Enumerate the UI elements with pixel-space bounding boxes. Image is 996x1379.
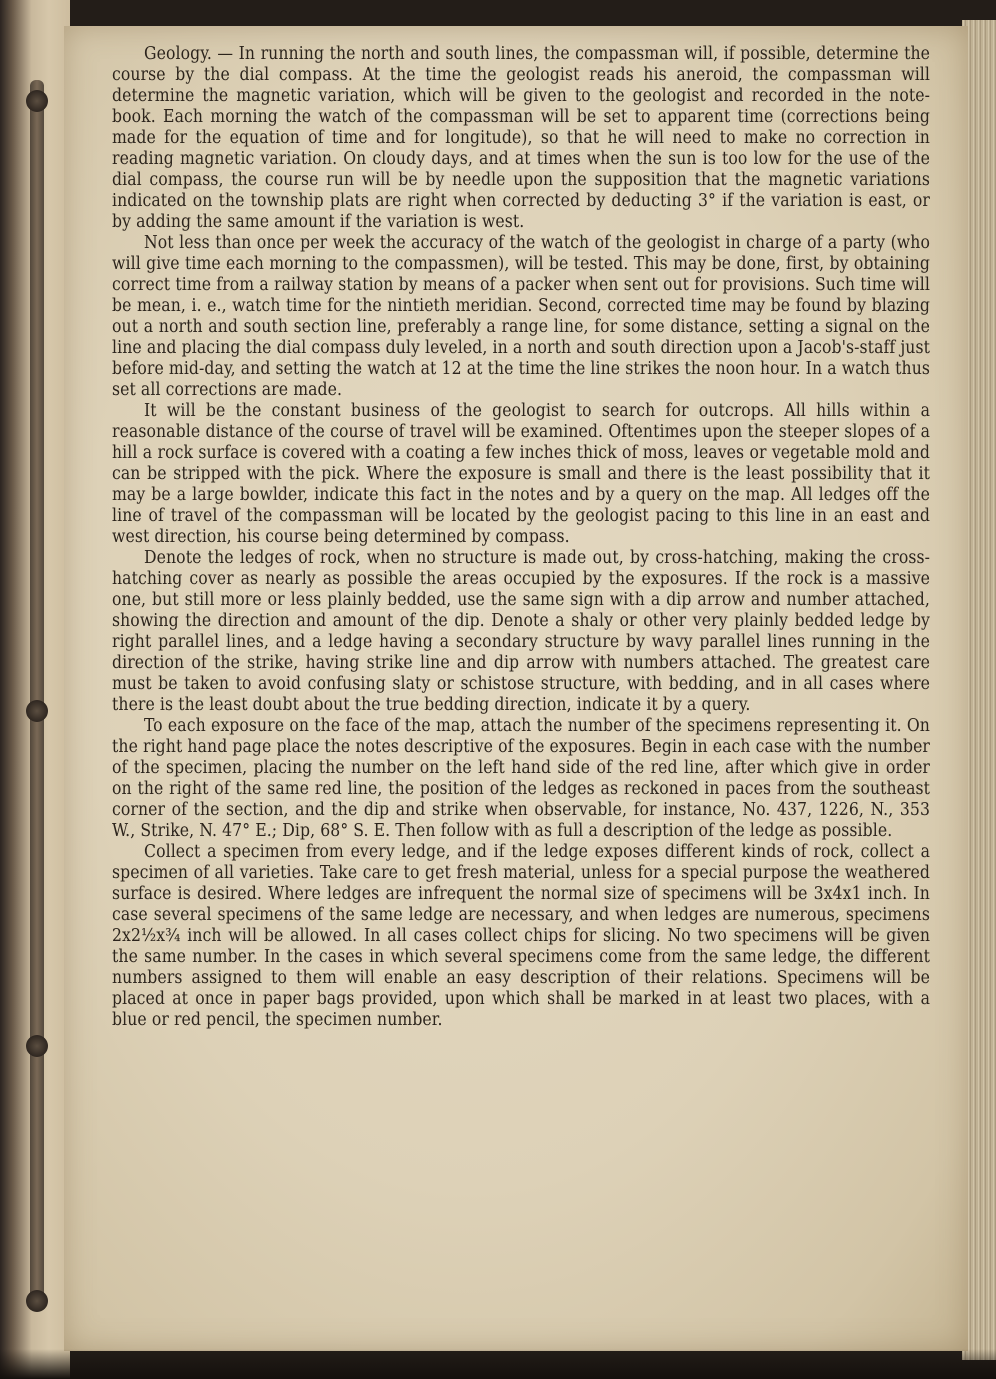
paragraph-text: Not less than once per week the accuracy of the watch of the geologist in charge of a party (who will give time each morning to the compassmen), will be tested. This may be done, first, by obtaining correct time from a railway station by means of a packer when sent out for provisions. Such time will be mean, i. e., watch time for the nintieth meridian. Second, corrected time may be found by blazing out a north and south section line, preferably a range line, for some distance, setting a signal on the line and placing the dial compass duly leveled, in a north and south direction upon a Jacob's-staff just before mid-day, and setting the watch at 12 at the time the line strikes the noon hour. In a watch thus set all corrections are made. [112, 233, 930, 400]
paragraph [112, 716, 930, 842]
paragraph [112, 233, 930, 401]
paragraph-text: To each exposure on the face of the map, attach the number of the specimens representing it. On the right hand page place the notes descriptive of the exposures. Begin in each case with the number of the specimen, placing the number on the left hand side of the red line, after which give in order on the right of the same red line, the position of the ledges as reckoned in paces from the southeast corner of the section, and the dip and strike when observable, for instance, No. 437, 1226, N., 353 W., Strike, N. 47° E.; Dip, 68° S. E. Then follow with as full a description of the ledge as possible. [112, 716, 930, 841]
book-spine [30, 80, 44, 1310]
binding-stitch [26, 700, 48, 722]
paragraph-text: — In running the north and south lines, the compassman will, if possible, determine the course by the dial compass. At the time the geologist reads his aneroid, the compassman will determine the magnetic variation, which will be given to the geologist and recorded in the note-book. Each morning the watch of the compassman will be set to apparent time (corrections being made for the equation of time and for longitude), so that he will need to make no correction in reading magnetic variation. On cloudy days, and at times when the sun is too low for the use of the dial compass, the course run will be by needle upon the supposition that the magnetic variations indicated on the township plats are right when corrected by deducting 3° if the variation is east, or by adding the same amount if the variation is west. [112, 44, 930, 232]
paragraph-lead: Geology. [144, 44, 212, 64]
paragraph [112, 44, 930, 233]
bottom-edge-shadow [0, 1349, 996, 1379]
paragraph [112, 842, 930, 1031]
binding-stitch [26, 1290, 48, 1312]
paragraph-text: It will be the constant business of the geologist to search for outcrops. All hills within a reasonable distance of the course of travel will be examined. Oftentimes upon the steeper slopes of a hill a rock surface is covered with a coating a few inches thick of moss, leaves or vegetable mold and can be stripped with the pick. Where the exposure is small and there is the least possibility that it may be a large bowlder, indicate this fact in the notes and by a query on the map. All ledges off the line of travel of the compassman will be located by the geologist pacing to this line in an east and west direction, his course being determined by compass. [112, 401, 930, 547]
body-text [112, 44, 930, 1031]
binding-stitch [26, 90, 48, 112]
paragraph-text: Denote the ledges of rock, when no structure is made out, by cross-hatching, making the cross-hatching cover as nearly as possible the areas occupied by the exposures. If the rock is a massive one, but still more or less plainly bedded, use the same sign with a dip arrow and number attached, showing the direction and amount of the dip. Denote a shaly or other very plainly bedded ledge by right parallel lines, and a ledge having a secondary structure by wavy parallel lines running in the direction of the strike, having strike line and dip arrow with numbers attached. The greatest care must be taken to avoid confusing slaty or schistose structure, with bedding, and in all cases where there is the least doubt about the true bedding direction, indicate it by a query. [112, 548, 930, 715]
paragraph-text: Collect a specimen from every ledge, and if the ledge exposes different kinds of rock, collect a specimen of all varieties. Take care to get fresh material, unless for a special purpose the weathered surface is desired. Where ledges are infrequent the normal size of specimens will be 3x4x1 inch. In case several specimens of the same ledge are necessary, and when ledges are numerous, specimens 2x2½x¾ inch will be allowed. In all cases collect chips for slicing. No two specimens will be given the same number. In the cases in which several specimens come from the same ledge, the different numbers assigned to them will enable an easy description of their relations. Specimens will be placed at once in paper bags provided, upon which shall be marked in at least two places, with a blue or red pencil, the specimen number. [112, 842, 930, 1030]
paragraph [112, 401, 930, 548]
binding-stitch [26, 1035, 48, 1057]
paragraph [112, 548, 930, 716]
